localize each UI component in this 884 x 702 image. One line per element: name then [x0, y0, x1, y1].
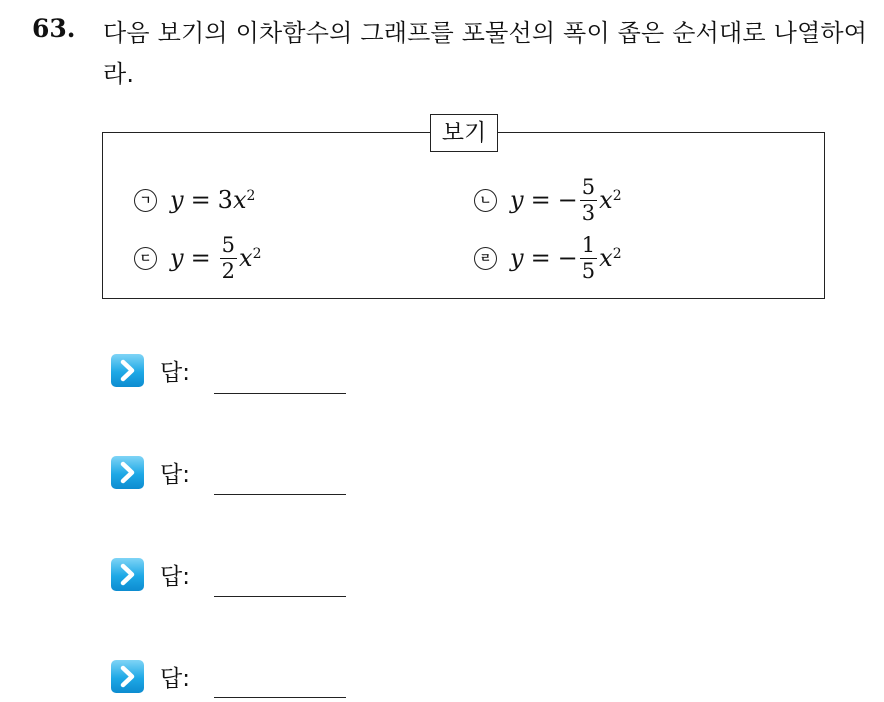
eq-x: x [239, 244, 253, 272]
option-marker: ㄹ [474, 247, 497, 270]
eq-coef: 3 [217, 186, 233, 214]
eq-x: x [232, 186, 247, 214]
answer-input-line-3[interactable] [214, 596, 346, 597]
frac-numerator: 5 [581, 174, 596, 199]
eq-sign: − [557, 244, 578, 272]
question-text: 다음 보기의 이차함수의 그래프를 포물선의 폭이 좁은 순서대로 나열하여라. [103, 19, 868, 88]
frac-numerator: 5 [221, 232, 236, 257]
eq-exp: 2 [612, 246, 622, 262]
answer-input-line-4[interactable] [214, 697, 346, 698]
answer-row-1 [111, 354, 190, 387]
eq-var: y [170, 244, 184, 272]
eq-var: y [510, 186, 524, 214]
equation [510, 232, 622, 283]
answer-input-line-2[interactable] [214, 494, 346, 495]
option-nieun [474, 174, 622, 225]
answer-label: 답: [160, 564, 190, 590]
frac-denominator: 2 [221, 258, 236, 283]
eq-var: y [170, 186, 184, 214]
frac-denominator: 3 [581, 200, 596, 225]
equation [170, 186, 255, 214]
equation [510, 174, 622, 225]
option-marker: ㄱ [134, 189, 157, 212]
answer-label: 답: [160, 462, 190, 488]
option-rieul [474, 232, 622, 283]
eq-equals: = [190, 244, 211, 272]
eq-equals: = [190, 186, 211, 214]
eq-sign: − [557, 186, 578, 214]
option-marker: ㄴ [474, 189, 497, 212]
eq-exp: 2 [246, 188, 256, 204]
question-number: 63. [32, 14, 76, 43]
eq-equals: = [530, 244, 551, 272]
answer-input-line-1[interactable] [214, 393, 346, 394]
answer-row-4 [111, 660, 190, 693]
chevron-right-icon [111, 456, 144, 489]
eq-exp: 2 [612, 188, 622, 204]
eq-x: x [599, 244, 613, 272]
chevron-right-icon [111, 660, 144, 693]
chevron-right-icon [111, 354, 144, 387]
option-giyeok [134, 180, 255, 220]
answer-row-3 [111, 558, 190, 591]
eq-var: y [510, 244, 524, 272]
eq-exp: 2 [252, 246, 262, 262]
eq-x: x [599, 186, 613, 214]
answer-label: 답: [160, 666, 190, 692]
chevron-right-icon [111, 558, 144, 591]
option-digeut [134, 232, 262, 283]
option-marker: ㄷ [134, 247, 157, 270]
eq-fraction [580, 174, 597, 225]
eq-equals: = [530, 186, 551, 214]
answer-label: 답: [160, 360, 190, 386]
eq-fraction [220, 232, 237, 283]
frac-denominator: 5 [581, 258, 596, 283]
answer-row-2 [111, 456, 190, 489]
frac-numerator: 1 [581, 232, 596, 257]
bogi-title: 보기 [430, 114, 498, 152]
eq-fraction [580, 232, 597, 283]
equation [170, 232, 262, 283]
